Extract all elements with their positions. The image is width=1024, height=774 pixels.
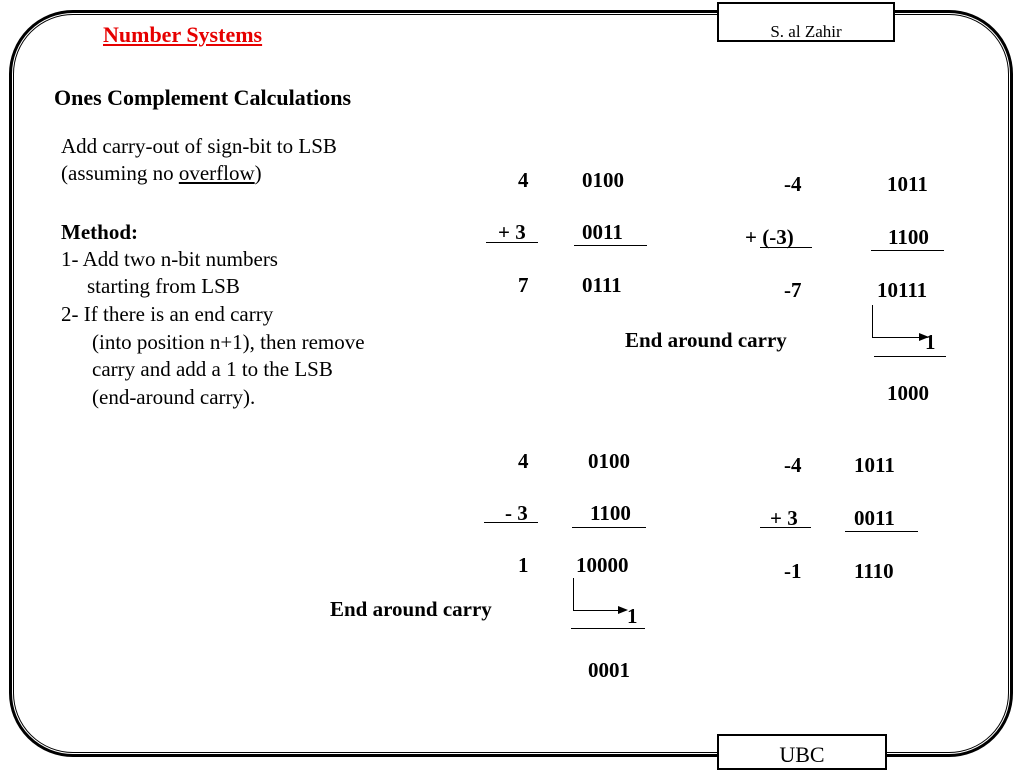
ex1-sum-decimal: 7 xyxy=(518,273,529,297)
ex3-binary-rule xyxy=(572,527,646,528)
ex1-a-decimal: 4 xyxy=(518,168,529,192)
ex2-carry-bit: 1 xyxy=(925,330,936,354)
ex3-carry-arrow-shaft xyxy=(573,610,621,611)
ex4-binary-rule xyxy=(845,531,918,532)
ex2-end-around-label: End around carry xyxy=(625,328,787,352)
intro-line-2 xyxy=(61,160,262,187)
ex1-a-binary: 0100 xyxy=(582,168,624,192)
method-step2-b: (into position n+1), then remove xyxy=(92,330,365,354)
ex2-sum-binary: 10111 xyxy=(877,278,928,302)
ex2-b-decimal: + (-3) xyxy=(745,225,794,249)
ex2-sum-decimal: -7 xyxy=(784,278,802,302)
ex1-b-decimal: + 3 xyxy=(498,220,526,244)
slide-title: Number Systems xyxy=(103,22,263,47)
ex3-decimal-rule xyxy=(484,522,538,523)
ex3-carry-rule xyxy=(571,628,645,629)
ex1-decimal-rule xyxy=(486,242,538,243)
ex3-a-decimal: 4 xyxy=(518,449,529,473)
ex2-b-binary: 1100 xyxy=(888,225,929,249)
intro-line-2-suffix: ) xyxy=(254,161,262,185)
ex4-sum-decimal: -1 xyxy=(784,559,802,583)
ex4-b-decimal: + 3 xyxy=(770,506,798,530)
ex1-b-binary: 0011 xyxy=(582,220,623,244)
ex4-sum-binary: 1110 xyxy=(854,559,894,583)
ex1-binary-rule xyxy=(574,245,647,246)
method-step2-a: 2- If there is an end carry xyxy=(61,302,274,326)
method-step1-b: starting from LSB xyxy=(87,274,240,298)
ex4-a-binary: 1011 xyxy=(854,453,895,477)
intro-line-2-prefix: (assuming no xyxy=(61,161,179,185)
method-step2-d: (end-around carry). xyxy=(92,385,256,409)
ex2-decimal-rule xyxy=(760,247,812,248)
ex3-b-binary: 1100 xyxy=(590,501,631,525)
ex4-a-decimal: -4 xyxy=(784,453,802,477)
ex3-carry-arrow-stem xyxy=(573,578,574,610)
method-heading: Method: xyxy=(61,220,138,244)
ex3-result: 0001 xyxy=(588,658,630,682)
ex2-carry-arrow-shaft xyxy=(872,337,922,338)
ex3-end-around-label: End around carry xyxy=(330,597,492,621)
ex4-decimal-rule xyxy=(760,527,811,528)
intro-line-1: Add carry-out of sign-bit to LSB xyxy=(61,134,337,158)
method-step2-c: carry and add a 1 to the LSB xyxy=(92,357,333,381)
ex2-binary-rule xyxy=(871,250,944,251)
method-step1-a: 1- Add two n-bit numbers xyxy=(61,247,278,271)
ex1-sum-binary: 0111 xyxy=(582,273,622,297)
institution-tag: UBC xyxy=(717,734,887,770)
ex2-result: 1000 xyxy=(887,381,929,405)
ex2-carry-rule xyxy=(874,356,946,357)
ex2-a-decimal: -4 xyxy=(784,172,802,196)
ex3-sum-decimal: 1 xyxy=(518,553,529,577)
ex3-sum-binary: 10000 xyxy=(576,553,629,577)
overflow-term: overflow xyxy=(178,161,255,185)
ex3-b-decimal: - 3 xyxy=(505,501,528,525)
ex3-a-binary: 0100 xyxy=(588,449,630,473)
ex4-b-binary: 0011 xyxy=(854,506,895,530)
author-tag: S. al Zahir xyxy=(717,2,895,42)
ex3-carry-bit: 1 xyxy=(627,604,638,628)
ex2-carry-arrow-stem xyxy=(872,305,873,337)
slide-subtitle: Ones Complement Calculations xyxy=(54,85,351,110)
ex2-a-binary: 1011 xyxy=(887,172,928,196)
